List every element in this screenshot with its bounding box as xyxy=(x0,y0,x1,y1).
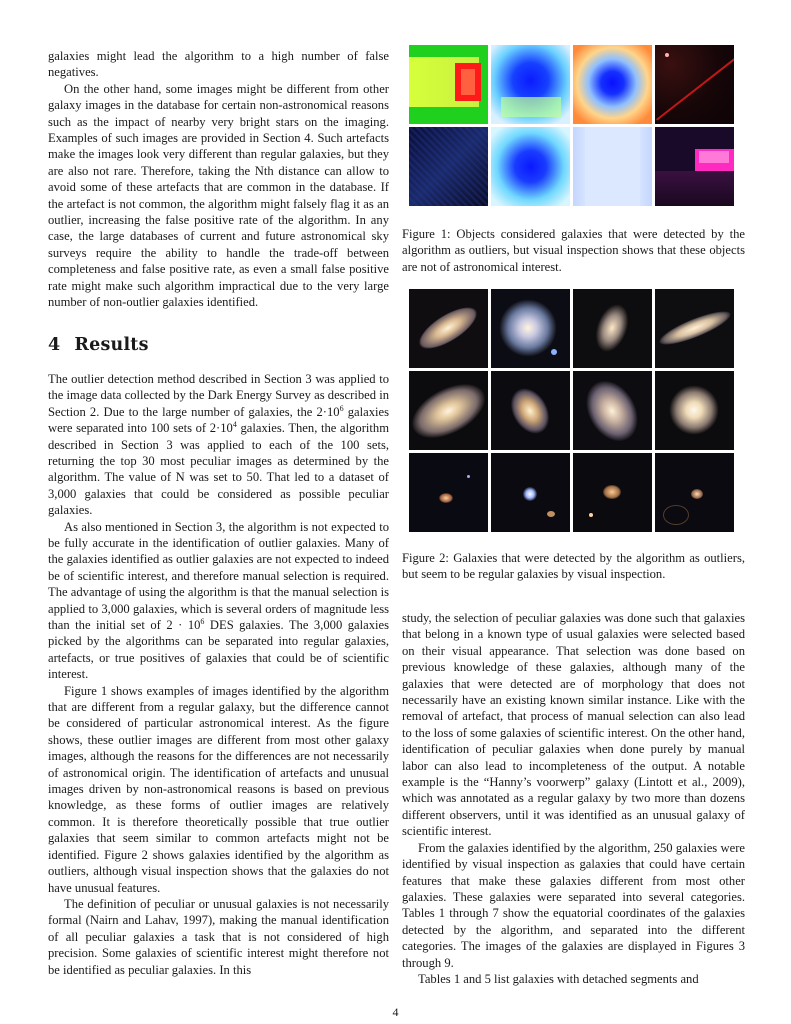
artefact-image xyxy=(409,45,488,124)
artefact-image xyxy=(491,45,570,124)
section-heading xyxy=(48,334,389,355)
artefact-image xyxy=(573,45,652,124)
left-column xyxy=(48,48,389,978)
page-number: 4 xyxy=(392,1005,399,1019)
artefact-image xyxy=(655,45,734,124)
paragraph-continued: galaxies might lead the algorithm to a high number of false negatives. xyxy=(48,49,389,80)
math-des-galaxies: $2 \cdot 10^6$ xyxy=(166,616,205,632)
figure2-grid xyxy=(409,289,734,532)
galaxy-image xyxy=(573,453,652,532)
galaxy-image xyxy=(409,371,488,450)
right-column xyxy=(402,610,745,987)
paragraph-tables: Tables 1 and 5 list galaxies with detached segments and xyxy=(418,971,699,986)
math-set-size: $2\cdot 10^4$ xyxy=(209,419,237,436)
galaxy-image xyxy=(655,453,734,532)
section-number: 4 xyxy=(48,334,61,355)
paragraph-figure1: Figure 1 shows examples of images identified by the algorithm that are different from a regular galaxy, but the difference cannot be considered of particular astronomical interest. As the figure shows, these outlier images are different from most other galaxy images, although the reasons for the differences are not necessarily of astronomical origin. The identification of artefacts and unusual images driven by non-astronomical reasons is based on previous knowledge, as these forms of outlier images are relatively common. It is therefore theoretically possible that true outlier galaxies that seem similar to common artefacts might not be identified. Figure 2 shows galaxies identified by the algorithm as outliers, although visual inspection shows that the galaxies do not have unusual features. xyxy=(48,683,389,895)
figure2-caption: Figure 2: Galaxies that were detected by the algorithm as outliers, but seem to be regular galaxies by visual inspection. xyxy=(402,551,745,582)
galaxy-image xyxy=(573,289,652,368)
galaxy-image xyxy=(655,289,734,368)
galaxy-image xyxy=(409,289,488,368)
artefact-image xyxy=(409,127,488,206)
galaxy-image xyxy=(573,371,652,450)
galaxy-image xyxy=(491,453,570,532)
paragraph-results: The outlier detection method described in Section 3 was applied to the image data collected by the Dark Energy Survey as described in Section 2. Due to the large number of galaxies, the $2\cdot 10^6$ galaxies were separated into 100 sets of $2\cdot 10^4$ galaxies. Then, the algorithm described in Section 3 was applied to each of the 100 sets, returning the top 30 most peculiar images as determined by the algorithm. The value of N was set to 50. That led to a dataset of 3,000 galaxies that could be considered as possible peculiar galaxies. xyxy=(48,371,389,518)
paragraph-definition: The definition of peculiar or unusual galaxies is not necessarily formal (Nairn and Lahav, 1997), making the manual identification of all peculiar galaxies a task that is not considered of high precision. Some galaxies of scientific interest might therefore not be identified as peculiar galaxies. In this xyxy=(48,896,389,977)
galaxy-image xyxy=(409,453,488,532)
artefact-image xyxy=(491,127,570,206)
paragraph-artefacts: On the other hand, some images might be different from other galaxy images in the database for certain non-astronomical reasons such as the impact of nearby very bright stars on the imaging. Examples of such images are provided in Section 4. Such artefacts make the images look very different than regular galaxies, but they are also not rare. Therefore, taking the Nth distance can allow to avoid some of these artefacts that are common in the database. If the artefact is not common, the algorithm might falsely flag it as an outlier, increasing the false positive rate of the algorithm. In any case, the large databases of current and future astronomical sky surveys require the ability to handle the trade-off between completeness and false positive rate, as even a small false positive rate might make such algorithm impractical due to the very large number of non-outlier galaxies identified. xyxy=(48,81,389,310)
artefact-image xyxy=(655,127,734,206)
figure1-caption: Figure 1: Objects considered galaxies that were detected by the algorithm as outliers, but visual inspection shows that these objects are not of astronomical interest. xyxy=(402,227,745,274)
math-total-galaxies: $2\cdot 10^6$ xyxy=(316,403,344,419)
section-title: Results xyxy=(74,334,149,355)
galaxy-image xyxy=(491,371,570,450)
paragraph-study: study, the selection of peculiar galaxies was done such that galaxies that belong in a known type of usual galaxies were selected based on their visual appearance. That selection was done based on previous knowledge of these galaxies, although many of the galaxies that were detected are of morphology that does not necessarily have an existing known similar instance. Like with the removal of artefact, that process of manual selection can also lead to the loss of some galaxies of scientific interest. On the other hand, identification of peculiar galaxies when done purely by manual labor can also lead to incompleteness of the output. A notable example is the “Hanny’s voorwerp” galaxy (Lintott et al., 2009), which was annotated as a regular galaxy by two more than dozens different observers, until it was identified as an unusual galaxy of scientific interest. xyxy=(402,611,745,839)
artefact-image xyxy=(573,127,652,206)
paragraph-accuracy: As also mentioned in Section 3, the algorithm is not expected to be fully accurate in the identification of outlier galaxies. Many of the galaxies identified as outlier galaxies are not expected to indeed be of scientific interest, and therefore manual selection is required. The advantage of using the algorithm is that the manual selection is applied to 3,000 galaxies, which is several orders of magnitude less than the initial set of $2 \cdot 10^6$ DES galaxies. The 3,000 galaxies picked by the algorithms can be separated into regular galaxies, artefacts, or true positives of galaxies that could be of scientific interest. xyxy=(48,519,389,682)
galaxy-image xyxy=(655,371,734,450)
figure1-grid xyxy=(409,45,734,206)
paragraph-identified: From the galaxies identified by the algorithm, 250 galaxies were identified by visual inspection as galaxies that could have certain features that make these galaxies different from most other galaxies. These galaxies were separated into several categories. Tables 1 through 7 show the equatorial coordinates of the galaxies detected by the algorithm, and separated into the different categories. The images of the galaxies are displayed in Figures 3 through 9. xyxy=(402,840,745,970)
galaxy-image xyxy=(491,289,570,368)
